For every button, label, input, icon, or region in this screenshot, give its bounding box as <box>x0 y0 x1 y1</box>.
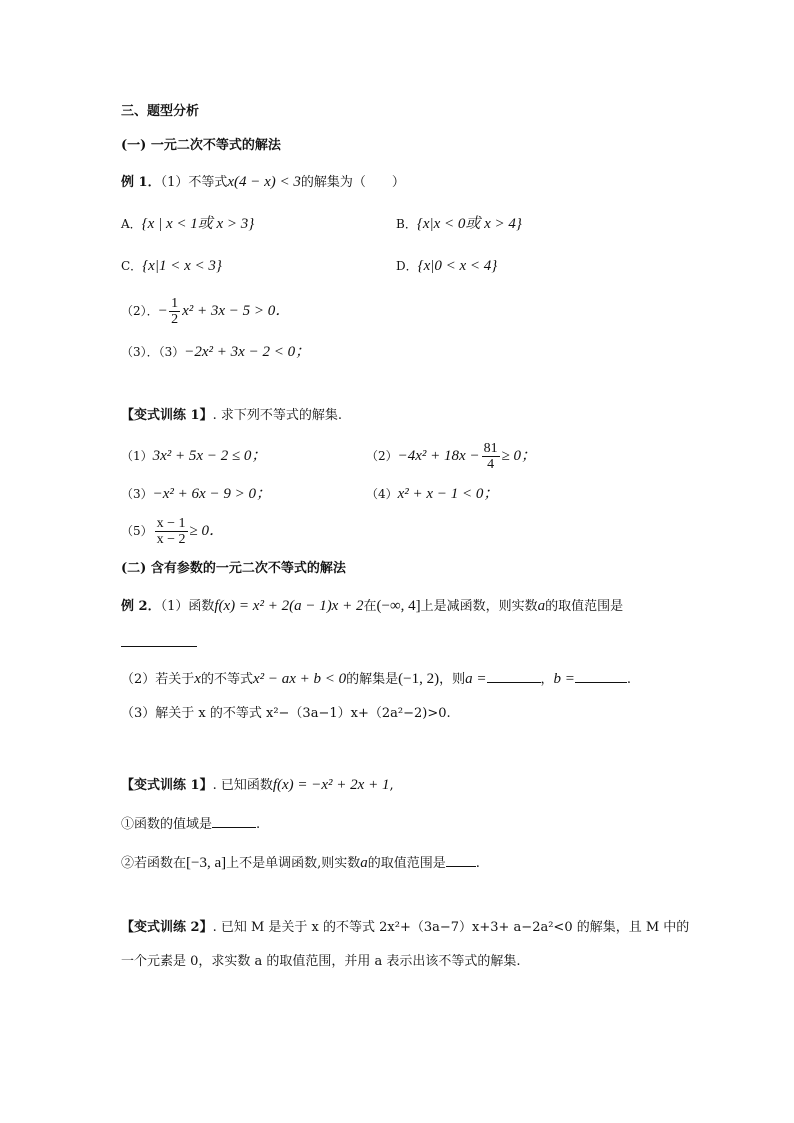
variant-1-label: 【变式训练 1】 <box>121 408 213 423</box>
option-row-ab <box>121 214 754 235</box>
option-row-cd <box>121 256 754 277</box>
subsection-2-title: (二) 含有参数的一元二次不等式的解法 <box>121 561 346 576</box>
answer-blank[interactable] <box>121 632 197 647</box>
variant-2-item-2: ②若函数在[−3, a]上不是单调函数,则实数a的取值范围是 . <box>121 852 754 874</box>
option-b: B．{x|x < 0或 x > 4} <box>396 216 522 232</box>
example-2-question-2: （2）若关于x的不等式x² − ax + b < 0的解集是(−1, 2)，则a = ，b = . <box>121 668 754 690</box>
example-2-question-3: （3）解关于 x 的不等式 x²−（3a−1）x+（2a²−2)>0. <box>121 706 451 721</box>
example-2-label: 例 2． <box>121 599 161 614</box>
math-expression: x(4 − x) < 3 <box>227 174 301 190</box>
variant-1-row-2 <box>121 484 754 505</box>
problem-3: （3）−x² + 6x − 9 > 0； <box>121 486 271 502</box>
example-1-question-2: （2）．− $\frac{1}{2}$ x² + 3x − 5 > 0． <box>121 296 291 327</box>
example-1-label: 例 1． <box>121 175 161 190</box>
variant-3-line-1: 【变式训练 2】. 已知 M 是关于 x 的不等式 2x²+（3a−7）x+3+ a−2a²<0 的解集，且 M 中的 <box>121 920 690 935</box>
variant-1-heading: 【变式训练 1】. 求下列不等式的解集. <box>121 408 342 423</box>
answer-blank-a[interactable] <box>487 668 541 683</box>
answer-blank-b[interactable] <box>575 668 627 683</box>
answer-blank[interactable] <box>446 852 476 867</box>
variant-3-label: 【变式训练 2】 <box>121 920 213 935</box>
variant-3-line-2: 一个元素是 0，求实数 a 的取值范围，并用 a 表示出该不等式的解集. <box>121 954 521 969</box>
section-title: 三、题型分析 <box>121 104 200 119</box>
variant-2-label: 【变式训练 1】 <box>121 778 213 793</box>
option-d: D．{x|0 < x < 4} <box>396 258 498 274</box>
variant-2-heading: 【变式训练 1】. 已知函数f(x) = −x² + 2x + 1, <box>121 777 394 793</box>
variant-1-row-1 <box>121 440 754 472</box>
problem-1: （1）3x² + 5x − 2 ≤ 0； <box>121 448 267 464</box>
fraction: $\frac{x - 1}{x - 2}$ <box>156 516 186 547</box>
answer-blank[interactable] <box>212 813 256 828</box>
option-c: C．{x|1 < x < 3} <box>121 258 222 274</box>
problem-4: （4）x² + x − 1 < 0； <box>366 486 499 502</box>
fraction: $\frac{81}{4}$ <box>483 441 498 472</box>
option-a: A．{x | x < 1或 x > 3} <box>121 216 255 232</box>
problem-2: （2）−4x² + 18x − $\frac{81}{4}$ ≥ 0； <box>366 441 537 472</box>
problem-5: （5） $\frac{x - 1}{x - 2}$ ≥ 0． <box>121 516 225 547</box>
variant-1-row-3 <box>121 514 754 548</box>
subsection-1-title: (一) 一元二次不等式的解法 <box>121 138 281 153</box>
example-1-question-1: 例 1．（1）不等式x(4 − x) < 3的解集为（ ） <box>121 174 405 190</box>
answer-blank-line <box>121 632 754 654</box>
example-1-question-3: （3）．（3）−2x² + 3x − 2 < 0； <box>121 344 311 360</box>
fraction: $\frac{1}{2}$ <box>171 296 179 327</box>
example-2-question-1: 例 2．（1）函数f(x) = x² + 2(a − 1)x + 2在(−∞, 4]上是减函数，则实数a的取值范围是 <box>121 598 624 614</box>
variant-2-item-1: ①函数的值域是 . <box>121 813 754 835</box>
